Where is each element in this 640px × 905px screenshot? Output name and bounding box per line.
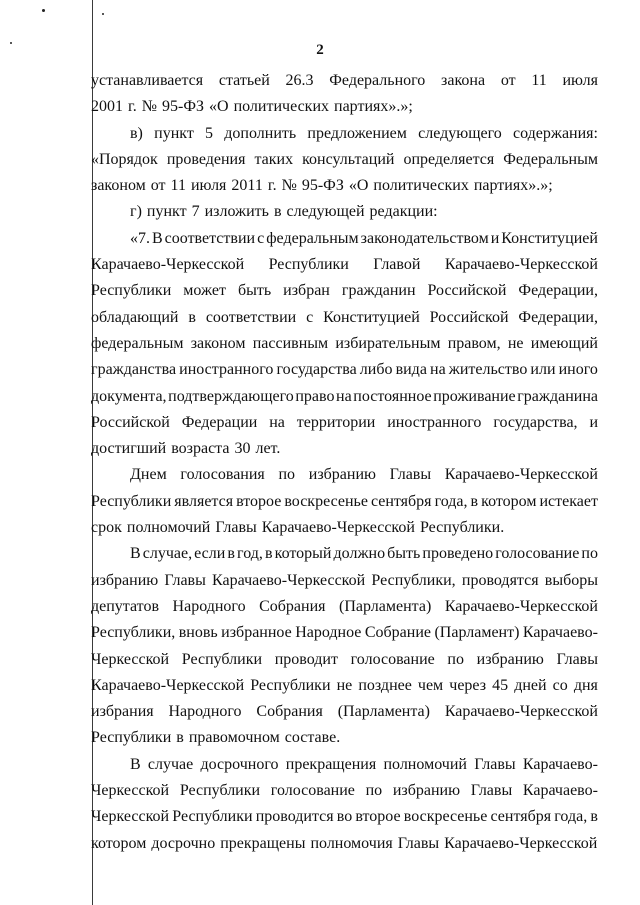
word: Федерации (181, 413, 258, 431)
word: предложением (307, 124, 407, 142)
word: Карачаево- (522, 782, 598, 800)
word: в (264, 545, 273, 563)
word: содержания: (513, 124, 598, 142)
word: в) (130, 124, 143, 142)
word: Карачаево-Черкесской (444, 256, 598, 274)
word: должно (333, 545, 386, 563)
word: во (336, 808, 353, 826)
word: в (590, 808, 598, 826)
word: иного (558, 361, 598, 379)
text-line (91, 752, 598, 778)
word: таких (254, 150, 294, 168)
text-line (91, 673, 598, 699)
word: определяется (403, 150, 495, 168)
word: прекращения (285, 755, 377, 773)
word: правом, (447, 334, 501, 352)
word: 5 (205, 124, 214, 142)
word: территории (296, 413, 376, 431)
word: второе (355, 808, 401, 826)
word: Народного (172, 597, 246, 615)
word: Народное (295, 624, 362, 642)
word: избранию (91, 571, 159, 589)
word: Республики (172, 808, 253, 826)
word: Собрания (256, 703, 323, 721)
word: Федерального (329, 72, 426, 89)
word: избранию (308, 466, 376, 484)
word: котором (481, 492, 537, 510)
word: Федеральным (503, 150, 598, 168)
text-line: котором досрочно прекращены полномочия Главы Карачаево-Черкесской (91, 834, 598, 852)
word: соответствии (205, 308, 297, 326)
word: является (174, 492, 234, 510)
word: с (306, 308, 314, 326)
word: Черкесской (91, 808, 170, 826)
word: законодательством (360, 229, 489, 247)
text-line: законом от 11 июля 2011 г. № 95-ФЗ «О политических партиях».»; (91, 177, 553, 195)
word: Главы (556, 650, 598, 668)
text-line (91, 278, 598, 304)
word: Республики, (91, 624, 176, 642)
word: быть (387, 545, 421, 563)
word: федеральным (91, 334, 184, 352)
word: с (257, 229, 265, 247)
word: по (447, 650, 464, 668)
word: Карачаево- (522, 624, 598, 642)
word: Карачаево-Черкесской (444, 597, 598, 615)
word: Конституцией (323, 308, 420, 326)
word: Республики (91, 282, 172, 300)
scan-speck (42, 9, 45, 12)
word: избрания (91, 703, 154, 721)
word: вида (395, 361, 427, 379)
word: Карачаево-Черкесской (444, 466, 598, 484)
text-line (91, 147, 598, 173)
word: второе (236, 492, 282, 510)
word: по (278, 466, 296, 484)
word: случае (147, 755, 194, 773)
word: Собрания (259, 597, 326, 615)
text-line (91, 778, 598, 804)
word: консультаций (302, 150, 395, 168)
word: Днем (130, 466, 167, 484)
word: «Порядок (91, 150, 158, 168)
word: от (500, 72, 516, 89)
word: чем (417, 676, 444, 694)
word: голосование (350, 650, 435, 668)
word: Карачаево- (522, 755, 598, 773)
word: Республики (250, 676, 331, 694)
word: государства, (493, 413, 578, 431)
word: Главы (389, 466, 432, 484)
word: со (552, 676, 568, 694)
word: проведения (166, 150, 246, 168)
document-text (91, 68, 598, 857)
word: воскресенье (403, 808, 488, 826)
text-line (91, 804, 598, 830)
word: или (530, 361, 556, 379)
word: пункт (154, 124, 194, 142)
word: дня (573, 676, 598, 694)
text-line (91, 68, 598, 94)
word: год, (237, 545, 263, 563)
word: иностранного (387, 413, 482, 431)
word: если (194, 545, 226, 563)
word: Республики (179, 782, 261, 800)
word: иностранного (179, 361, 274, 379)
text-line: г) пункт 7 изложить в следующей редакции: (130, 203, 438, 221)
word: «7. (130, 229, 150, 247)
text-line (91, 568, 598, 594)
text-line (91, 699, 598, 725)
word: досрочного (200, 755, 279, 773)
word: следующего (418, 124, 502, 142)
word: Республики (91, 492, 172, 510)
word: избран (283, 282, 330, 300)
word: избирательным (335, 334, 441, 352)
word: Республики (181, 650, 263, 668)
word: и (490, 229, 500, 247)
word: законом (190, 334, 246, 352)
word: (Парламента) (337, 703, 430, 721)
word: выборы (544, 571, 598, 589)
text-line (91, 252, 598, 278)
word: Главы (474, 755, 516, 773)
word: Народного (168, 703, 242, 721)
word: обладающий (91, 308, 179, 326)
word: пассивным (252, 334, 329, 352)
text-line: 2001 г. № 95-ФЗ «О политических партиях».»; (91, 98, 413, 116)
word: В (152, 229, 163, 247)
word: дополнить (224, 124, 297, 142)
word: проведено (422, 545, 494, 563)
word: сентября (490, 808, 552, 826)
word: голосование (270, 782, 355, 800)
word: Главы (164, 571, 206, 589)
word: не (507, 334, 524, 352)
text-line: достигший возраста 30 лет. (91, 440, 281, 458)
word: Республики (268, 256, 349, 274)
word: голосования (180, 466, 265, 484)
word: федеральным (266, 229, 359, 247)
text-line (91, 462, 598, 488)
word: Федерации, (518, 282, 598, 300)
word: жительство (448, 361, 528, 379)
word: Федерации, (518, 308, 598, 326)
word: гражданина (517, 387, 598, 405)
word: гражданин (341, 282, 416, 300)
word: Главы (470, 782, 513, 800)
word: либо (359, 361, 393, 379)
word: Российской (429, 308, 509, 326)
word: государства (276, 361, 357, 379)
word: 11 (531, 72, 547, 89)
word: Карачаево-Черкесской (212, 571, 366, 589)
word: 45 (492, 676, 509, 694)
word: проводится (255, 808, 334, 826)
word: через (449, 676, 487, 694)
word: в (188, 308, 196, 326)
word: дней (514, 676, 547, 694)
word: на (430, 361, 446, 379)
word: Собрание (364, 624, 431, 642)
word: Карачаево-Черкесской (444, 703, 598, 721)
word: на (269, 413, 285, 431)
word: не (336, 676, 353, 694)
word: В (130, 755, 141, 773)
word: Российской (427, 282, 507, 300)
word: В (130, 545, 141, 563)
word: закона (441, 72, 486, 89)
word: случае, (142, 545, 193, 563)
word: подтверждающего (168, 387, 294, 405)
scan-speck (102, 13, 104, 15)
word: в (470, 492, 479, 510)
text-line (91, 489, 598, 515)
text-line (91, 410, 598, 436)
word: Российской (91, 413, 170, 431)
word: по (365, 782, 383, 800)
word: Черкесской (91, 782, 170, 800)
word: статьей (218, 72, 270, 89)
word: (Парламента) (339, 597, 432, 615)
word: в (227, 545, 235, 563)
page-number: 2 (316, 42, 324, 58)
word: имеющий (530, 334, 598, 352)
word: проживание (433, 387, 516, 405)
word: право (295, 387, 335, 405)
text-line (91, 331, 598, 357)
text-line (91, 357, 598, 383)
text-line (91, 620, 598, 646)
word: воскресенье (284, 492, 368, 510)
word: по (581, 545, 598, 563)
word: и (589, 413, 598, 431)
word: соответствии (164, 229, 256, 247)
word: (Парламент) (434, 624, 520, 642)
word: Конституцией (501, 229, 598, 247)
word: на (336, 387, 352, 405)
text-line: срок полномочий Главы Карачаево-Черкесской Республики. (91, 519, 505, 537)
word: Карачаево-Черкесской (91, 256, 245, 274)
text-line (91, 594, 598, 620)
text-line: Республики в правомочном составе. (91, 729, 341, 747)
text-line (91, 384, 598, 410)
word: вновь (178, 624, 218, 642)
word: гражданства (91, 361, 177, 379)
text-line (91, 226, 598, 252)
word: проводит (274, 650, 338, 668)
word: года, (554, 808, 588, 826)
word: Карачаево-Черкесской (91, 676, 245, 694)
word: позднее (358, 676, 412, 694)
word: Главой (373, 256, 421, 274)
word: может (183, 282, 226, 300)
word: проводятся (461, 571, 539, 589)
text-line (91, 121, 598, 147)
word: 26.3 (285, 72, 314, 89)
word: года, (434, 492, 468, 510)
word: сентября (370, 492, 432, 510)
word: истекает (539, 492, 598, 510)
word: который (274, 545, 332, 563)
word: полномочий (383, 755, 467, 773)
word: избранию (392, 782, 461, 800)
text-line (91, 541, 598, 567)
word: избранию (476, 650, 544, 668)
text-line (91, 647, 598, 673)
text-line (91, 305, 598, 331)
word: Черкесской (91, 650, 170, 668)
word: быть (237, 282, 272, 300)
word: постоянное (353, 387, 432, 405)
word: депутатов (91, 597, 160, 615)
word: Республики, (371, 571, 456, 589)
word: голосование (495, 545, 580, 563)
word: избранное (221, 624, 292, 642)
word: июля (562, 72, 598, 89)
word: документа, (91, 387, 167, 405)
word: устанавливается (91, 72, 204, 89)
